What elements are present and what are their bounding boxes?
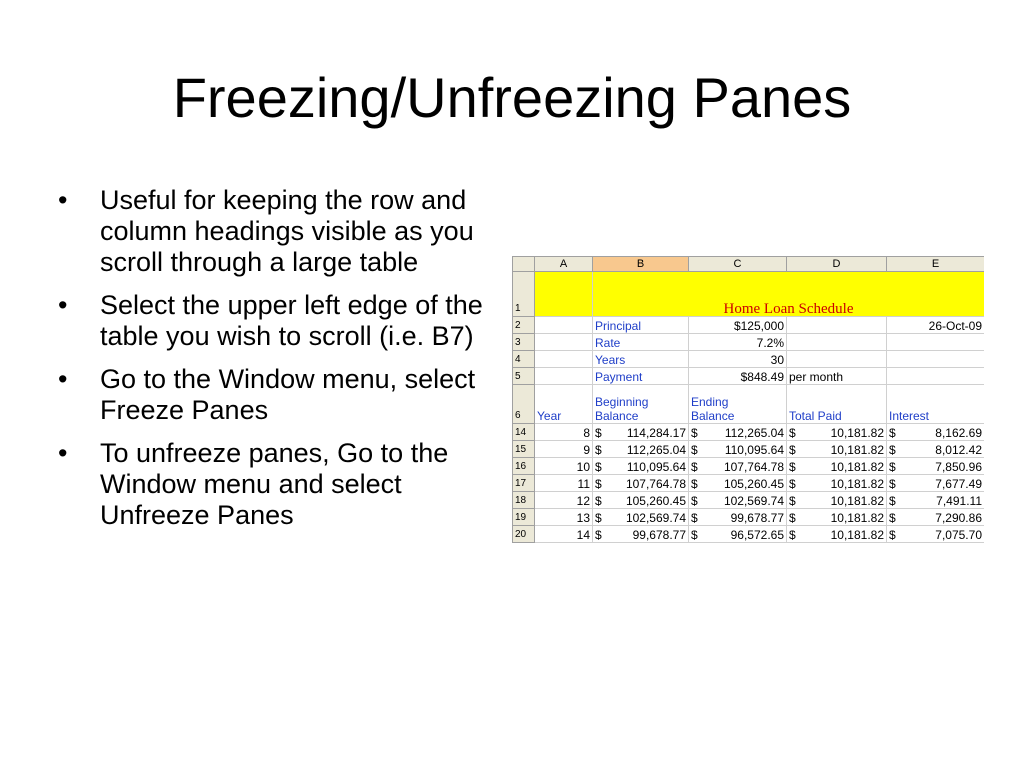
cell-a[interactable]	[535, 334, 593, 351]
header-row	[513, 385, 985, 424]
currency-symbol: $	[789, 426, 796, 440]
amount: 10,181.82	[830, 426, 884, 440]
info-row	[513, 368, 985, 385]
interest-cell[interactable]	[887, 509, 985, 526]
year-cell[interactable]: 13	[535, 509, 593, 526]
beginning-balance-cell[interactable]	[593, 458, 689, 475]
bullet-item	[58, 290, 498, 352]
currency-symbol: $	[691, 460, 698, 474]
row-header[interactable]: 5	[513, 368, 535, 385]
table-row	[513, 424, 985, 441]
info-date[interactable]	[887, 334, 985, 351]
amount: 7,075.70	[935, 528, 982, 542]
bullet-icon: •	[58, 290, 68, 320]
info-note[interactable]: per month	[787, 368, 887, 385]
currency-symbol: $	[789, 511, 796, 525]
year-cell[interactable]: 12	[535, 492, 593, 509]
info-note[interactable]	[787, 334, 887, 351]
info-row	[513, 334, 985, 351]
beginning-balance-cell[interactable]	[593, 441, 689, 458]
amount: 7,491.11	[936, 494, 982, 508]
amount: 10,181.82	[830, 528, 884, 542]
ending-balance-cell[interactable]	[689, 526, 787, 543]
bullet-list	[58, 185, 498, 543]
total-paid-cell[interactable]	[787, 441, 887, 458]
info-date[interactable]: 26-Oct-09	[887, 317, 985, 334]
currency-symbol: $	[691, 511, 698, 525]
amount: 8,162.69	[935, 426, 982, 440]
currency-symbol: $	[595, 477, 602, 491]
info-value[interactable]: 30	[689, 351, 787, 368]
currency-symbol: $	[595, 494, 602, 508]
currency-symbol: $	[691, 528, 698, 542]
currency-symbol: $	[595, 443, 602, 457]
interest-cell[interactable]	[887, 526, 985, 543]
info-label[interactable]: Years	[593, 351, 689, 368]
info-value[interactable]: 7.2%	[689, 334, 787, 351]
title-row	[513, 272, 985, 317]
ending-balance-cell[interactable]	[689, 424, 787, 441]
amount: 105,260.45	[723, 477, 784, 491]
bullet-text: To unfreeze panes, Go to the Window menu and select Unfreeze Panes	[100, 438, 449, 530]
amount: 10,181.82	[830, 460, 884, 474]
currency-symbol: $	[889, 477, 896, 491]
currency-symbol: $	[789, 494, 796, 508]
amount: 110,095.64	[724, 443, 784, 457]
currency-symbol: $	[595, 528, 602, 542]
cell-a[interactable]	[535, 351, 593, 368]
amount: 8,012.42	[935, 443, 982, 457]
amount: 114,284.17	[626, 426, 686, 440]
amount: 10,181.82	[830, 443, 884, 457]
currency-symbol: $	[789, 443, 796, 457]
amount: 99,678.77	[632, 528, 686, 542]
row-header[interactable]: 17	[513, 475, 535, 492]
amount: 102,569.74	[723, 494, 784, 508]
amount: 99,678.77	[730, 511, 784, 525]
currency-symbol: $	[595, 426, 602, 440]
beginning-balance-header[interactable]: Beginning Balance	[593, 385, 689, 424]
column-header-b[interactable]: B	[593, 257, 689, 272]
currency-symbol: $	[889, 528, 896, 542]
info-date[interactable]	[887, 351, 985, 368]
slide-title: Freezing/Unfreezing Panes	[172, 66, 852, 129]
row-header[interactable]: 1	[513, 272, 535, 317]
column-header-row	[513, 257, 985, 272]
row-header[interactable]: 4	[513, 351, 535, 368]
currency-symbol: $	[595, 460, 602, 474]
row-header[interactable]: 18	[513, 492, 535, 509]
bullet-text: Useful for keeping the row and column headings visible as you scroll through a large table	[100, 185, 474, 277]
currency-symbol: $	[889, 494, 896, 508]
row-header[interactable]: 16	[513, 458, 535, 475]
info-label[interactable]: Rate	[593, 334, 689, 351]
beginning-balance-cell[interactable]	[593, 509, 689, 526]
bullet-item	[58, 185, 498, 278]
ending-balance-header[interactable]: Ending Balance	[689, 385, 787, 424]
cell-a1[interactable]	[535, 272, 593, 317]
interest-cell[interactable]	[887, 475, 985, 492]
select-all-corner[interactable]	[513, 257, 535, 272]
currency-symbol: $	[691, 426, 698, 440]
currency-symbol: $	[889, 426, 896, 440]
cell-a[interactable]	[535, 317, 593, 334]
column-header-a[interactable]: A	[535, 257, 593, 272]
year-cell[interactable]: 8	[535, 424, 593, 441]
bullet-item	[58, 364, 498, 426]
table-row	[513, 458, 985, 475]
total-paid-cell[interactable]	[787, 424, 887, 441]
cell-a[interactable]	[535, 368, 593, 385]
info-row	[513, 351, 985, 368]
interest-cell[interactable]	[887, 441, 985, 458]
bullet-icon: •	[58, 364, 68, 394]
amount: 112,265.04	[626, 443, 686, 457]
currency-symbol: $	[691, 477, 698, 491]
amount: 102,569.74	[625, 511, 686, 525]
bullet-icon: •	[58, 438, 68, 468]
row-header[interactable]: 14	[513, 424, 535, 441]
year-header[interactable]: Year	[535, 385, 593, 424]
info-note[interactable]	[787, 351, 887, 368]
bullet-icon: •	[58, 185, 68, 215]
beginning-balance-cell[interactable]	[593, 424, 689, 441]
row-header[interactable]: 2	[513, 317, 535, 334]
loan-schedule-title[interactable]: Home Loan Schedule	[593, 272, 985, 317]
currency-symbol: $	[789, 528, 796, 542]
row-header[interactable]: 6	[513, 385, 535, 424]
interest-header[interactable]: Interest	[887, 385, 985, 424]
ending-balance-cell[interactable]	[689, 441, 787, 458]
amount: 107,764.78	[625, 477, 686, 491]
ending-balance-cell[interactable]	[689, 475, 787, 492]
currency-symbol: $	[691, 494, 698, 508]
amount: 96,572.65	[730, 528, 784, 542]
amount: 7,677.49	[935, 477, 982, 491]
amount: 10,181.82	[830, 494, 884, 508]
amount: 105,260.45	[625, 494, 686, 508]
interest-cell[interactable]	[887, 492, 985, 509]
beginning-balance-cell[interactable]	[593, 492, 689, 509]
amount: 7,290.86	[935, 511, 982, 525]
total-paid-cell[interactable]	[787, 458, 887, 475]
column-header-c[interactable]: C	[689, 257, 787, 272]
table-row	[513, 475, 985, 492]
total-paid-header[interactable]: Total Paid	[787, 385, 887, 424]
currency-symbol: $	[789, 477, 796, 491]
interest-cell[interactable]	[887, 458, 985, 475]
currency-symbol: $	[691, 443, 698, 457]
column-header-e[interactable]: E	[887, 257, 985, 272]
amount: 112,265.04	[724, 426, 784, 440]
currency-symbol: $	[789, 460, 796, 474]
currency-symbol: $	[889, 460, 896, 474]
total-paid-cell[interactable]	[787, 475, 887, 492]
amount: 7,850.96	[935, 460, 982, 474]
beginning-balance-cell[interactable]	[593, 475, 689, 492]
spreadsheet-screenshot	[512, 256, 984, 547]
amount: 107,764.78	[723, 460, 784, 474]
table-row	[513, 526, 985, 543]
table-row	[513, 441, 985, 458]
amount: 110,095.64	[626, 460, 686, 474]
total-paid-cell[interactable]	[787, 526, 887, 543]
year-cell[interactable]: 11	[535, 475, 593, 492]
currency-symbol: $	[595, 511, 602, 525]
info-row	[513, 317, 985, 334]
total-paid-cell[interactable]	[787, 509, 887, 526]
year-cell[interactable]: 10	[535, 458, 593, 475]
year-cell[interactable]: 9	[535, 441, 593, 458]
table-row	[513, 509, 985, 526]
info-note[interactable]	[787, 317, 887, 334]
row-header[interactable]: 15	[513, 441, 535, 458]
beginning-balance-cell[interactable]	[593, 526, 689, 543]
total-paid-cell[interactable]	[787, 492, 887, 509]
row-header[interactable]: 3	[513, 334, 535, 351]
info-value[interactable]: $125,000	[689, 317, 787, 334]
interest-cell[interactable]	[887, 424, 985, 441]
ending-balance-cell[interactable]	[689, 458, 787, 475]
spreadsheet-grid	[512, 256, 984, 543]
ending-balance-cell[interactable]	[689, 509, 787, 526]
amount: 10,181.82	[830, 511, 884, 525]
info-date[interactable]	[887, 368, 985, 385]
bullet-text: Select the upper left edge of the table you wish to scroll (i.e. B7)	[100, 290, 483, 351]
currency-symbol: $	[889, 443, 896, 457]
row-header[interactable]: 20	[513, 526, 535, 543]
column-header-d[interactable]: D	[787, 257, 887, 272]
info-label[interactable]: Payment	[593, 368, 689, 385]
info-value[interactable]: $848.49	[689, 368, 787, 385]
row-header[interactable]: 19	[513, 509, 535, 526]
year-cell[interactable]: 14	[535, 526, 593, 543]
amount: 10,181.82	[830, 477, 884, 491]
bullet-text: Go to the Window menu, select Freeze Panes	[100, 364, 476, 425]
table-row	[513, 492, 985, 509]
ending-balance-cell[interactable]	[689, 492, 787, 509]
bullet-item	[58, 438, 498, 531]
currency-symbol: $	[889, 511, 896, 525]
info-label[interactable]: Principal	[593, 317, 689, 334]
